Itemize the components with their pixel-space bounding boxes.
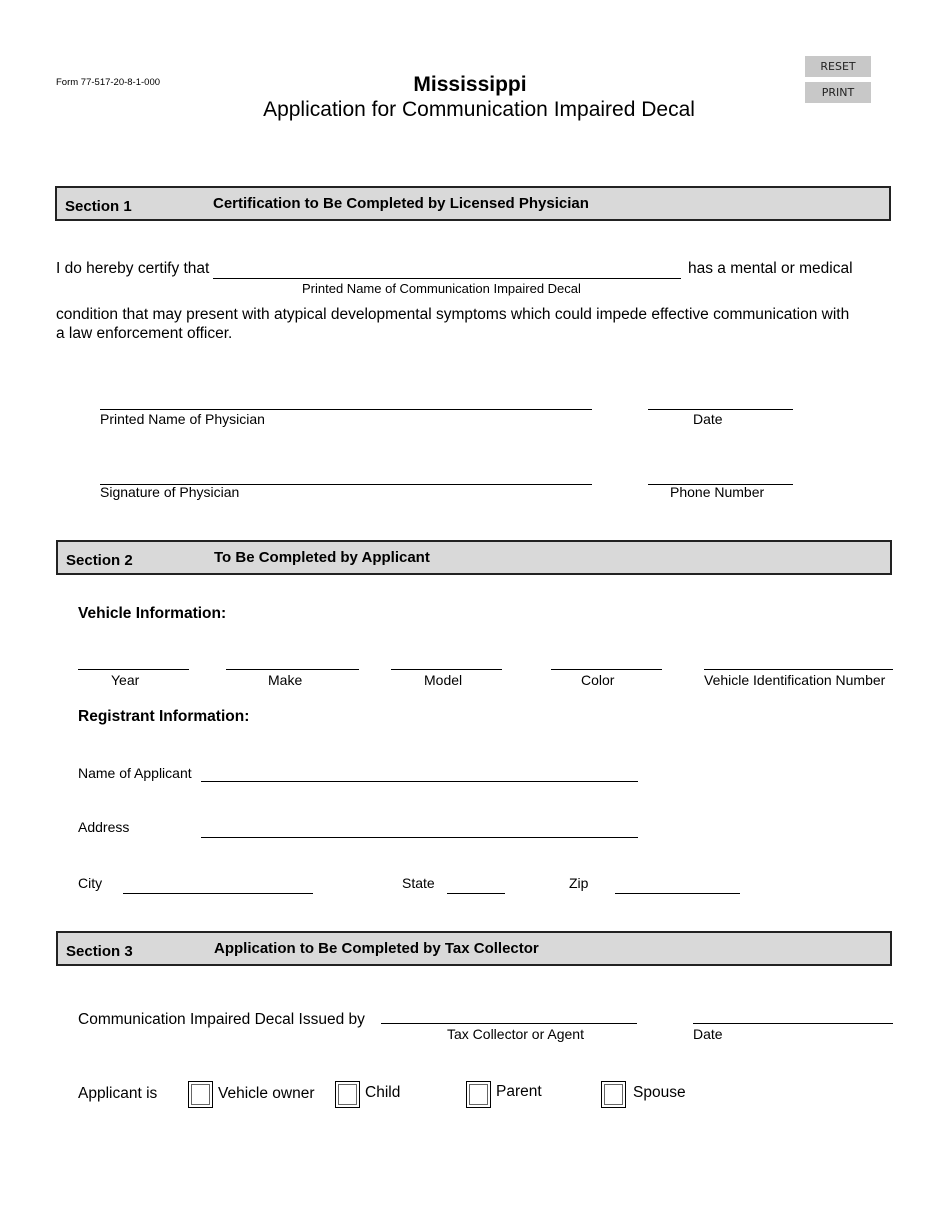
vehicle-make-field[interactable] xyxy=(226,669,359,670)
zip-label: Zip xyxy=(569,875,589,891)
physician-signature-label: Signature of Physician xyxy=(100,484,240,500)
spouse-label: Spouse xyxy=(633,1084,686,1101)
section-number: Section 2 xyxy=(66,552,133,569)
physician-name-field[interactable] xyxy=(100,409,592,410)
tax-collector-field[interactable] xyxy=(381,1023,637,1024)
tax-collector-caption: Tax Collector or Agent xyxy=(447,1026,584,1042)
impaired-name-caption: Printed Name of Communication Impaired Decal xyxy=(302,281,581,296)
physician-phone-label: Phone Number xyxy=(670,484,765,500)
section-2-header xyxy=(56,540,892,575)
vehicle-color-label: Color xyxy=(581,672,615,688)
city-field[interactable] xyxy=(123,893,313,894)
physician-name-label: Printed Name of Physician xyxy=(100,411,265,427)
print-button[interactable]: PRINT xyxy=(805,82,871,103)
state-title: Mississippi xyxy=(413,73,527,96)
vehicle-heading: Vehicle Information: xyxy=(78,605,227,622)
state-label: State xyxy=(402,875,435,891)
vehicle-vin-label: Vehicle Identification Number xyxy=(704,672,886,688)
vehicle-make-label: Make xyxy=(268,672,303,688)
section-1-header xyxy=(55,186,891,221)
vehicle-year-field[interactable] xyxy=(78,669,189,670)
decal-issued-label: Communication Impaired Decal Issued by xyxy=(78,1011,365,1028)
section-3-header xyxy=(56,931,892,966)
registrant-heading: Registrant Information: xyxy=(78,708,250,725)
condition-text-line2: a law enforcement officer. xyxy=(56,325,233,342)
form-number: Form 77-517-20-8-1-000 xyxy=(56,77,161,88)
issue-date-label: Date xyxy=(693,1026,723,1042)
impaired-name-field[interactable] xyxy=(213,278,681,279)
vehicle-model-label: Model xyxy=(424,672,463,688)
page-title: Application for Communication Impaired Decal xyxy=(263,98,695,121)
parent-checkbox[interactable] xyxy=(466,1081,491,1108)
condition-text-line1: condition that may present with atypical developmental symptoms which could impede effective communication with xyxy=(56,306,850,323)
vehicle-color-field[interactable] xyxy=(551,669,662,670)
certify-suffix: has a mental or medical xyxy=(688,260,853,277)
vehicle-year-label: Year xyxy=(111,672,140,688)
vehicle-vin-field[interactable] xyxy=(704,669,893,670)
zip-field[interactable] xyxy=(615,893,740,894)
section-title: To Be Completed by Applicant xyxy=(214,549,430,566)
certify-prefix: I do hereby certify that xyxy=(56,260,210,277)
state-field[interactable] xyxy=(447,893,505,894)
physician-date-field[interactable] xyxy=(648,409,793,410)
issue-date-field[interactable] xyxy=(693,1023,893,1024)
applicant-name-field[interactable] xyxy=(201,781,638,782)
address-label: Address xyxy=(78,819,130,835)
parent-label: Parent xyxy=(496,1083,542,1100)
vehicle-model-field[interactable] xyxy=(391,669,502,670)
section-number: Section 3 xyxy=(66,943,133,960)
applicant-name-label: Name of Applicant xyxy=(78,765,192,781)
applicant-is-label: Applicant is xyxy=(78,1085,158,1102)
section-title: Application to Be Completed by Tax Collector xyxy=(214,940,539,957)
section-title: Certification to Be Completed by Licensed Physician xyxy=(213,195,589,212)
address-field[interactable] xyxy=(201,837,638,838)
child-checkbox[interactable] xyxy=(335,1081,360,1108)
physician-date-label: Date xyxy=(693,411,723,427)
spouse-checkbox[interactable] xyxy=(601,1081,626,1108)
vehicle-owner-checkbox[interactable] xyxy=(188,1081,213,1108)
reset-button[interactable]: RESET xyxy=(805,56,871,77)
section-number: Section 1 xyxy=(65,198,132,215)
child-label: Child xyxy=(365,1084,401,1101)
city-label: City xyxy=(78,875,103,891)
vehicle-owner-label: Vehicle owner xyxy=(218,1085,315,1102)
